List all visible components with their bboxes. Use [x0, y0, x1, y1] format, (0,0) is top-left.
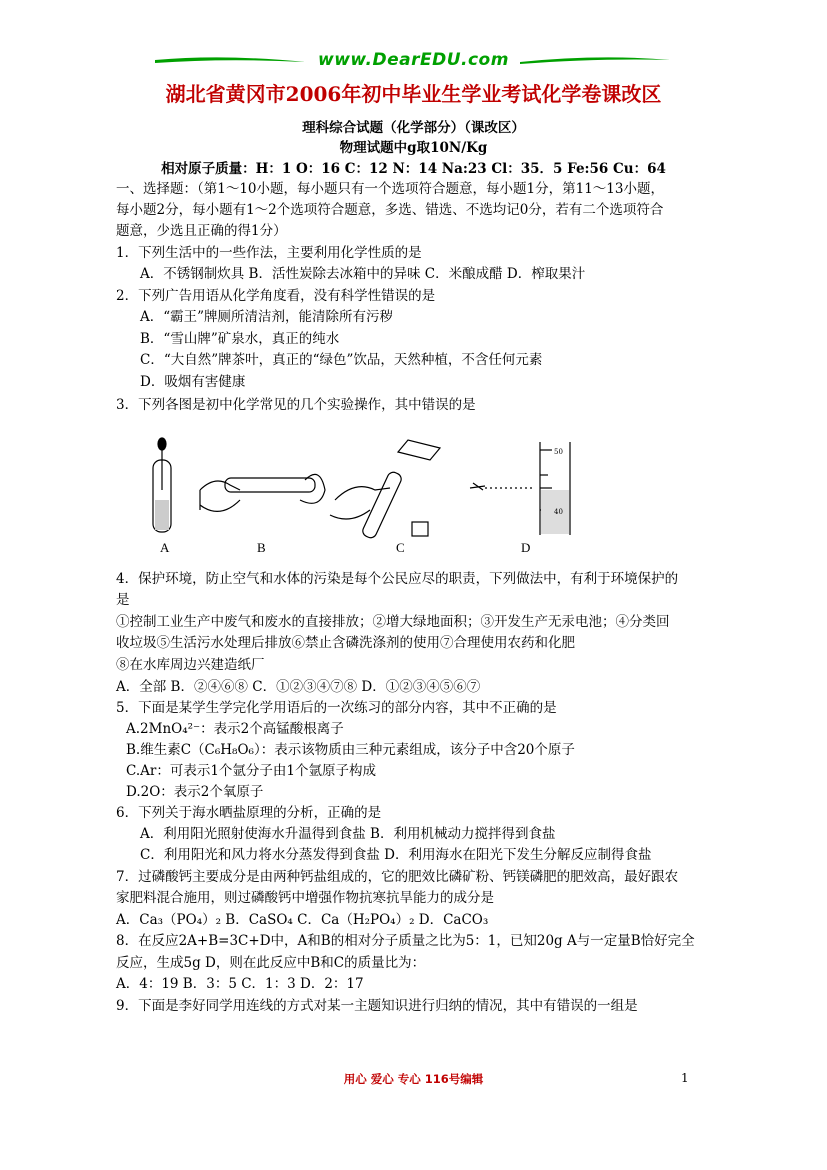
question-3: 3．下列各图是初中化学常见的几个实验操作，其中错误的是: [116, 397, 476, 413]
section-heading: 一、选择题：（第1～10小题，每小题只有一个选项符合题意，每小题1分，第11～13小题，: [116, 181, 664, 197]
question-9: 9．下面是李好同学用连线的方式对某一主题知识进行归纳的情况，其中有错误的一组是: [116, 998, 638, 1014]
option-b: B．“雪山牌”矿泉水，真正的纯水: [140, 331, 340, 347]
text-line: 是: [116, 592, 130, 608]
page-number: 1: [681, 1071, 689, 1085]
subtitle-2: 物理试题中g取10N/Kg: [339, 140, 488, 156]
text-line: 每小题2分，每小题有1～2个选项符合题意，多选、错选、不选均记0分，若有二个选项符合: [116, 202, 664, 218]
option-a: A．“霸王”牌厕所清洁剂，能清除所有污秽: [140, 309, 394, 325]
option-b: B.维生素C（C₆H₈O₆）：表示该物质由三种元素组成，该分子中含20个原子: [126, 742, 575, 758]
page-title: 湖北省黄冈市2006年初中毕业生学业考试化学卷课改区: [165, 82, 662, 106]
text-line: 题意，少选且正确的得1分）: [116, 223, 287, 239]
figure-label-a: A: [160, 540, 170, 555]
figure-label-c: C: [396, 540, 405, 555]
cylinder-tick-50: 50: [554, 448, 563, 456]
question-6: 6．下列关于海水晒盐原理的分析，正确的是: [116, 805, 382, 821]
text-line: 反应，生成5g D，则在此反应中B和C的质量比为：: [116, 955, 426, 971]
option-a: A.2MnO₄²⁻：表示2个高锰酸根离子: [126, 721, 344, 737]
option-d: D.2O：表示2个氧原子: [126, 784, 264, 800]
text-line: ①控制工业生产中废气和废水的直接排放；②增大绿地面积；③开发生产无汞电池；④分类回: [116, 614, 670, 630]
question-2: 2．下列广告用语从化学角度看，没有科学性错误的是: [116, 288, 436, 304]
footer-text: 用心 爱心 专心 116号编辑: [343, 1072, 484, 1086]
option-d: D．吸烟有害健康: [140, 374, 246, 390]
dropper-test-tube-drawing: [153, 438, 171, 532]
question-7: 7．过磷酸钙主要成分是由两种钙盐组成的，它的肥效比磷矿粉、钙镁磷肥的肥效高，最好跟农: [116, 869, 679, 885]
right-swoosh-icon: [520, 54, 670, 68]
option-line: A．利用阳光照射使海水升温得到食盐 B．利用机械动力搅拌得到食盐: [140, 826, 556, 842]
figure-label-b: B: [257, 540, 266, 555]
option-line: A．全部 B．②④⑥⑧ C．①②③④⑦⑧ D．①②③④⑤⑥⑦: [116, 679, 481, 695]
option-c: C．“大自然”牌茶叶，真正的“绿色”饮品，天然种植，不含任何元素: [140, 352, 543, 368]
atomic-masses: 相对原子质量：H：1 O：16 C：12 N：14 Na:23 Cl：35．5 Fe:56 Cu：64: [161, 161, 666, 177]
option-line: A．4：19 B．3：5 C．1：3 D．2：17: [116, 976, 364, 992]
text-line: 家肥料混合施用，则过磷酸钙中增强作物抗寒抗旱能力的成分是: [116, 890, 494, 906]
pouring-liquid-drawing: [330, 440, 440, 540]
question-1: 1．下列生活中的一些作法，主要利用化学性质的是: [116, 245, 422, 261]
option-line: C．利用阳光和风力将水分蒸发得到食盐 D．利用海水在阳光下发生分解反应制得食盐: [140, 847, 652, 863]
question-4: 4．保护环境，防止空气和水体的污染是每个公民应尽的职责，下列做法中，有利于环境保护的: [116, 571, 679, 587]
subtitle-1: 理科综合试题（化学部分）（课改区）: [302, 120, 525, 136]
option-line: A．Ca₃（PO₄）₂ B．CaSO₄ C．Ca（H₂PO₄）₂ D．CaCO₃: [116, 912, 489, 928]
cylinder-tick-40: 40: [554, 508, 563, 516]
heating-test-tube-drawing: [200, 474, 325, 511]
option-c: C.Ar：可表示1个氩分子由1个氩原子构成: [126, 763, 377, 779]
site-banner: www.DearEDU.com: [318, 50, 509, 70]
question-8: 8．在反应2A+B=3C+D中，A和B的相对分子质量之比为5：1，已知20g A与一定量B恰好完全: [116, 933, 695, 949]
text-line: 收垃圾⑤生活污水处理后排放⑥禁止含磷洗涤剂的使用⑦合理使用农药和化肥: [116, 635, 575, 651]
option-line: A．不锈钢制炊具 B．活性炭除去冰箱中的异味 C．米酿成醋 D．榨取果汁: [140, 266, 586, 282]
question-5: 5．下面是某学生学完化学用语后的一次练习的部分内容，其中不正确的是: [116, 700, 557, 716]
text-line: ⑧在水库周边兴建造纸厂: [116, 657, 265, 673]
figure-label-d: D: [521, 540, 531, 555]
